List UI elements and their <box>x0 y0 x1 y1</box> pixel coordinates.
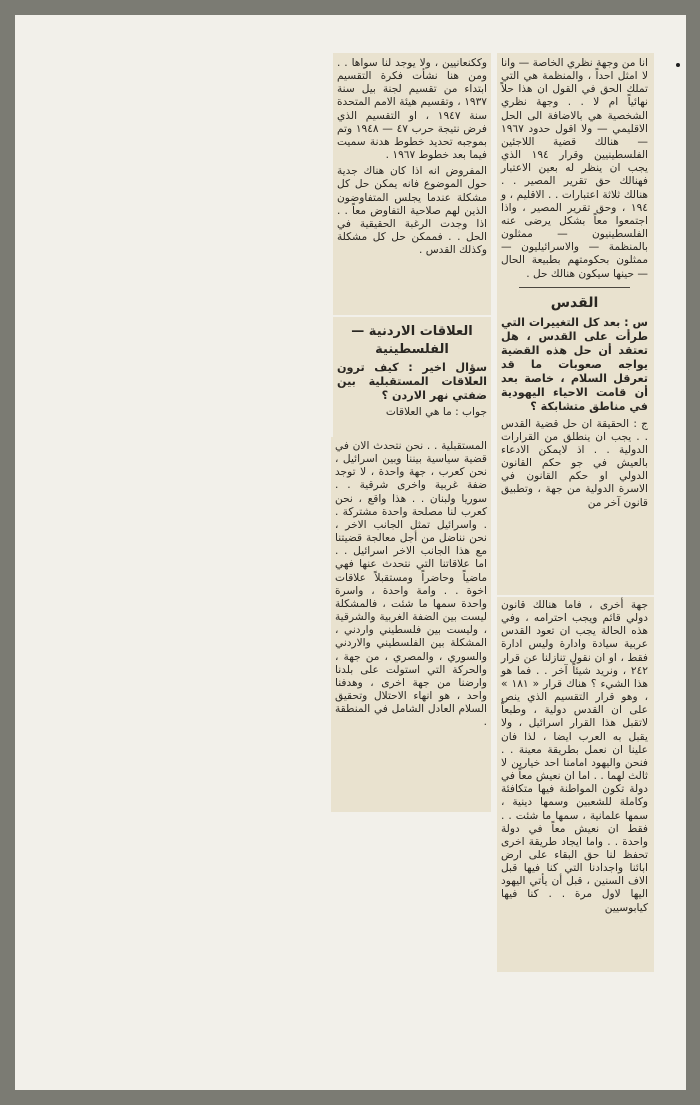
clipping-left-lower <box>331 437 491 812</box>
section-heading-relations: العلاقات الاردنية — <box>351 324 473 339</box>
article-paragraph: جهة أخرى ، فاما هنالك قانون دولي قائم ويجب احترامه ، وفي هذه الحالة يجب ان تعود القدس عربية سيادة وادارة وليس ادارة فقط ، او ان نقول تنازلنا عن قرار ٢٤٢ ، ونريد شيئاً آخر . . فما هو هذا الشيء ؟ هناك قرار « ١٨١ » ، وهو قرار التقسيم الذي ينص على ان القدس دولية ، وطبعاً لاتقبل هذا القرار اسرائيل ، ولا يقبل به العرب ايضا ، لذا فان علينا ان نعمل بطريقة معينة . . فنحن واليهود امامنا احد خيارين لا ثالث لهما . . اما ان نعيش معاً في دولة تكون المواطنة فيها متكافئة وكاملة للشعبين وسمها دينية ، سمها علمانية ، سمها ما شئت . . فقط ان نعيش معاً في دولة واحدة . . واما ايجاد طريقة اخرى تحفظ لنا حق البقاء على ارض ابائنا واجدادنا التي كنا فيها قبل الاف السنين ، قبل أن يأتي اليهود اليها لاول مرة . . كنا فيها كيابوسيين <box>501 599 648 914</box>
interview-answer-start: جواب : ما هي العلاقات <box>385 406 487 418</box>
section-divider <box>519 287 630 288</box>
clipping-left-upper <box>333 53 491 315</box>
interview-answer: ج : الحقيقة ان حل قضية القدس . . يجب ان ينطلق من القرارات الدولية . . اذ لايمكن الادعاء بالعيش في جو حكم القانون الدولي او حكم القانون في الاسرة الدولية من جهة ، وتطبيق قانون آخر من <box>501 417 648 509</box>
interview-question: سؤال اخير : كيف ترون العلاقات المستقبلية بين ضفتي نهر الاردن ؟ <box>337 361 487 402</box>
section-heading-jerusalem: القدس <box>550 294 599 311</box>
interview-question: س : بعد كل التغييرات التي طرأت على القدس ، هل تعتقد أن حل هذه القضية يواجه صعوبات ما قد تعرقل السلام ، خاصة بعد أن قامت الاحياء اليهودية في مناطق متشابكة ؟ <box>501 315 648 413</box>
article-paragraph: المفروض انه اذا كان هناك جدية حول الموضوع فانه يمكن حل كل مشكلة عندما يجلس المتفاوضون الذين لهم صلاحية التفاوض معاً . . اذا وجدت الرغبة الحقيقية في الحل . . فممكن حل كل مشكلة وكذلك القدس . <box>337 165 487 257</box>
section-heading-relations-cont: الفلسطينية <box>375 342 449 357</box>
article-paragraph: المستقبلية . . نحن نتحدث الان في قضية سياسية بيننا وبين اسرائيل ، نحن كعرب ، جهة واحدة ، لا توجد ضفة غربية واخرى شرقية . . سوريا ولبنان . . هذا واقع ، نحن كعرب لنا مصلحة واحدة مشتركة . . واسرائيل تمثل الجانب الاخر ، نحن نناضل من أجل معالجة قضيتنا مع هذا الجانب الاخر اسرائيل . . اما علاقاتنا التي نتحدث عنها فهي ماضياً وحاضراً ومستقبلاً علاقات اخوة . . وامة واحدة ، واسرة واحدة سمها ما شئت ، فالمشكلة ليست بين الضفة الغربية والشرقية ، وليست بين فلسطيني واردني ، المشكلة بين الفلسطيني والاردني والسوري ، والمصري ، من جهة ، والحركة التي استولت على بلدنا وارضنا من جهة اخرى ، وهدفنا واحد ، هو انهاء الاحتلال وتحقيق السلام العادل الشامل في المنطقة . <box>335 440 487 729</box>
archive-sheet <box>15 15 686 1090</box>
article-paragraph: انا من وجهة نظري الخاصة — وانا لا امثل احداً ، والمنظمة هي التي تملك الحق في القول ان هذا حلاً نهائياً ام لا . . وجهة نظري الشخصية هي بالاضافة الى الحل الاقليمي — ولا اقول حدود ١٩٦٧ — هنالك قضية اللاجئين الفلسطينيين وقرار ١٩٤ الذي يجب ان ينظر له بعين الاعتبار فهنالك حق تقرير المصير . . هنالك ثلاثة اعتبارات . . الاقليم ، و ١٩٤ ، وحق تقرير المصير ، واذا اجتمعوا معاً بشكل يرضى عنه الفلسطينيون — ممثلون بالمنظمة — والاسرائيليون — ممثلون بحكومتهم بطبيعة الحال — حينها سيكون هنالك حل . <box>501 57 648 280</box>
clipping-left-heading <box>333 317 491 437</box>
clipping-right-lower <box>497 597 654 972</box>
punch-mark <box>676 63 680 67</box>
article-paragraph: وككنعانيين ، ولا يوجد لنا سواها . . ومن هنا نشأت فكرة التقسيم ابتداء من تقسيم لجنة بيل سنة ١٩٣٧ ، وتقسيم هيئة الامم المتحدة سنة ١٩٤٧ ، او التقسيم الذي فرض نتيجة حرب ٤٧ — ١٩٤٨ وتم بموجبه تحديد خطوط هدنة سميت فيما بعد خطوط ١٩٦٧ . <box>337 57 487 162</box>
clipping-right-upper <box>497 53 654 595</box>
